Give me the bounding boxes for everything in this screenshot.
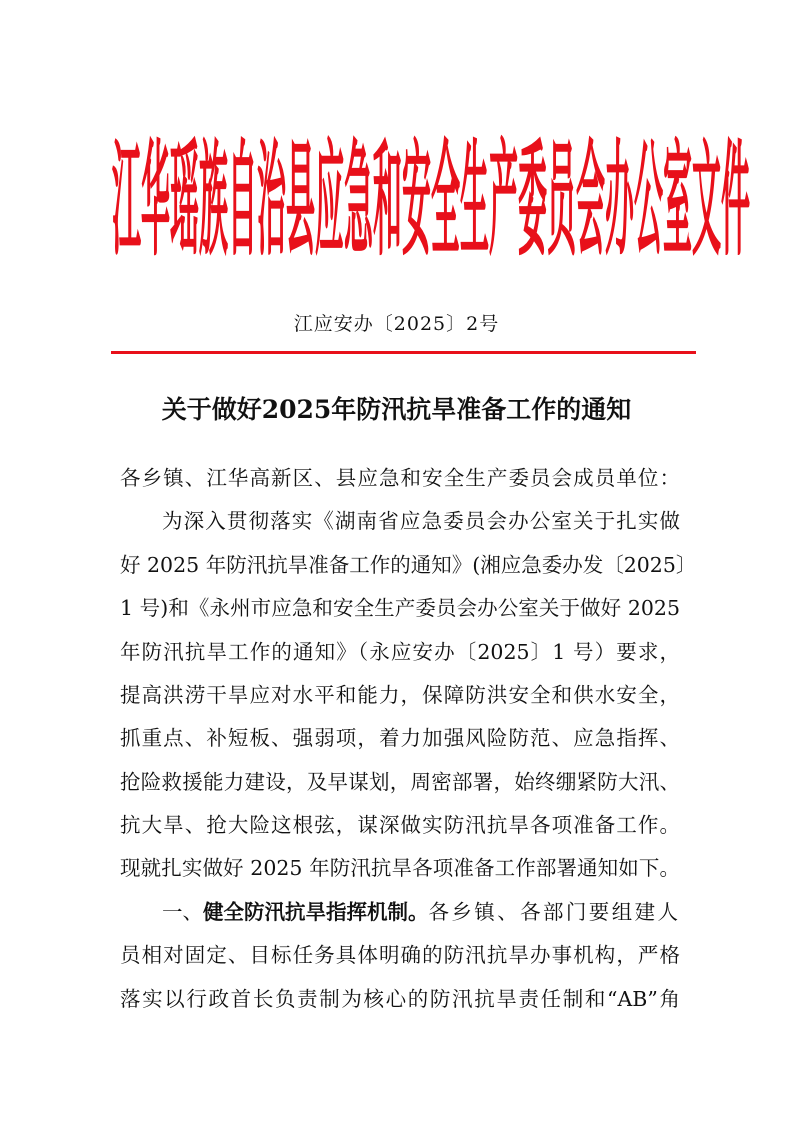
red-divider-line: [111, 351, 696, 354]
document-number: 江应安办〔2025〕2号: [293, 313, 500, 335]
body-line: 年防汛抗旱工作的通知》（永应安办〔2025〕1 号）要求，: [120, 640, 680, 664]
document-title: 关于做好2025年防汛抗旱准备工作的通知: [161, 395, 632, 424]
section-1-first-line: [162, 900, 680, 924]
body-line: 提高洪涝干旱应对水平和能力，保障防洪安全和供水安全，: [120, 683, 680, 707]
section-1-text: 各乡镇、各部门要组建人: [428, 900, 680, 924]
salutation: 各乡镇、江华高新区、县应急和安全生产委员会成员单位：: [120, 466, 680, 490]
body-line: 抓重点、补短板、强弱项，着力加强风险防范、应急指挥、: [120, 726, 680, 750]
document-masthead: [112, 127, 751, 274]
body-line: 好 2025 年防汛抗旱准备工作的通知》(湘应急委办发〔2025〕: [120, 553, 697, 577]
masthead-text: 江华瑶族自治县应急和安全生产委员会办公室文件: [112, 127, 751, 274]
body-line: 落实以行政首长负责制为核心的防汛抗旱责任制和“AB”角: [120, 987, 680, 1011]
body-line: 员相对固定、目标任务具体明确的防汛抗旱办事机构，严格: [120, 943, 680, 967]
section-1-heading: 健全防汛抗旱指挥机制。: [203, 900, 429, 924]
body-line: 抢险救援能力建设，及早谋划，周密部署，始终绷紧防大汛、: [120, 770, 680, 794]
body-line: 抗大旱、抢大险这根弦，谋深做实防汛抗旱各项准备工作。: [120, 813, 680, 837]
body-line: 为深入贯彻落实《湖南省应急委员会办公室关于扎实做: [162, 509, 680, 533]
body-line: 1 号)和《永州市应急和安全生产委员会办公室关于做好 2025: [120, 596, 680, 620]
section-1-prefix: 一、: [162, 900, 203, 924]
body-line: 现就扎实做好 2025 年防汛抗旱各项准备工作部署通知如下。: [120, 856, 680, 880]
